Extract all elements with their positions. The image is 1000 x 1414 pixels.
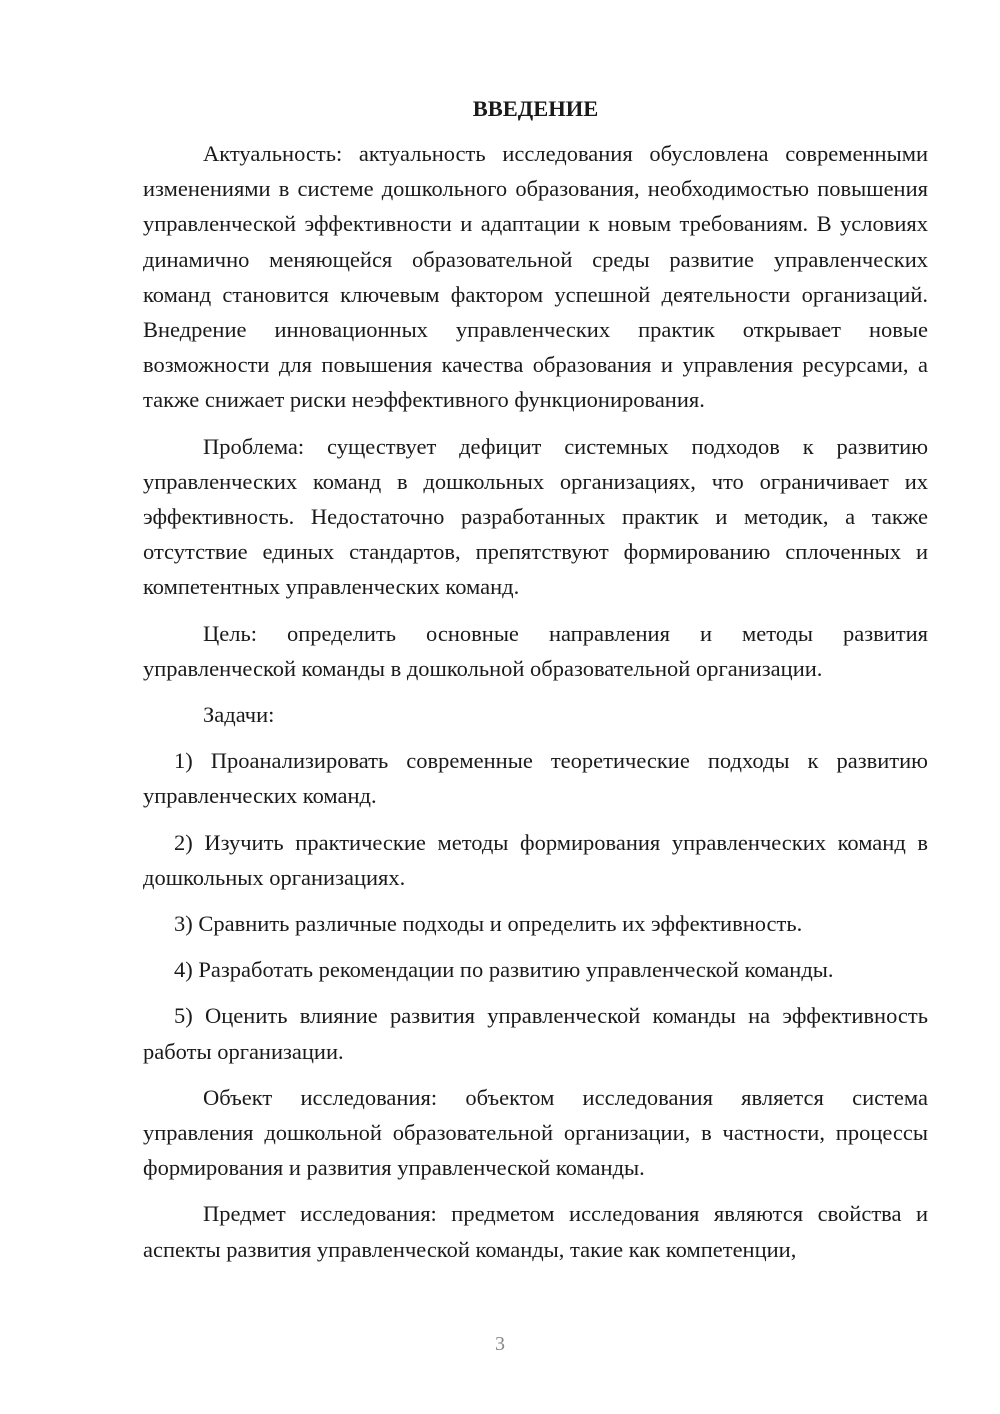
goal-paragraph: Цель: определить основные направления и методы развития управленческой команды в дошкольной образовательной организации. xyxy=(143,620,928,681)
object-paragraph: Объект исследования: объектом исследования является система управления дошкольной образовательной организации, в частности, процессы формирования и развития управленческой команды. xyxy=(143,1084,928,1181)
page-number: 3 xyxy=(495,1333,505,1355)
task-item-3: 3) Сравнить различные подходы и определить их эффективность. xyxy=(174,911,803,937)
page-body xyxy=(143,94,928,1267)
task-item-2: 2) Изучить практические методы формирования управленческих команд в дошкольных организациях. xyxy=(143,829,928,890)
section-title: ВВЕДЕНИЕ xyxy=(472,96,599,121)
subject-paragraph: Предмет исследования: предметом исследования являются свойства и аспекты развития управленческой команды, такие как компетенции, xyxy=(143,1201,928,1262)
task-item-1: 1) Проанализировать современные теоретические подходы к развитию управленческих команд. xyxy=(143,748,928,809)
relevance-paragraph: Актуальность: актуальность исследования обусловлена современными изменениями в системе дошкольного образования, необходимостью повышения управленческой эффективности и адаптации к новым требованиям. В условиях динамично меняющейся образовательной среды развитие управленческих команд становится ключевым фактором успешной деятельности организаций. Внедрение инновационных управленческих практик открывает новые возможности для повышения качества образования и управления ресурсами, а также снижает риски неэффективного функционирования. xyxy=(143,141,928,413)
task-item-5: 5) Оценить влияние развития управленческой команды на эффективность работы организации. xyxy=(143,1003,928,1064)
tasks-heading: Задачи: xyxy=(203,702,275,728)
task-item-4: 4) Разработать рекомендации по развитию управленческой команды. xyxy=(174,957,834,983)
problem-paragraph: Проблема: существует дефицит системных подходов к развитию управленческих команд в дошкольных организациях, что ограничивает их эффективность. Недостаточно разработанных практик и методик, а также отсутствие единых стандартов, препятствуют формированию сплоченных и компетентных управленческих команд. xyxy=(143,433,928,600)
